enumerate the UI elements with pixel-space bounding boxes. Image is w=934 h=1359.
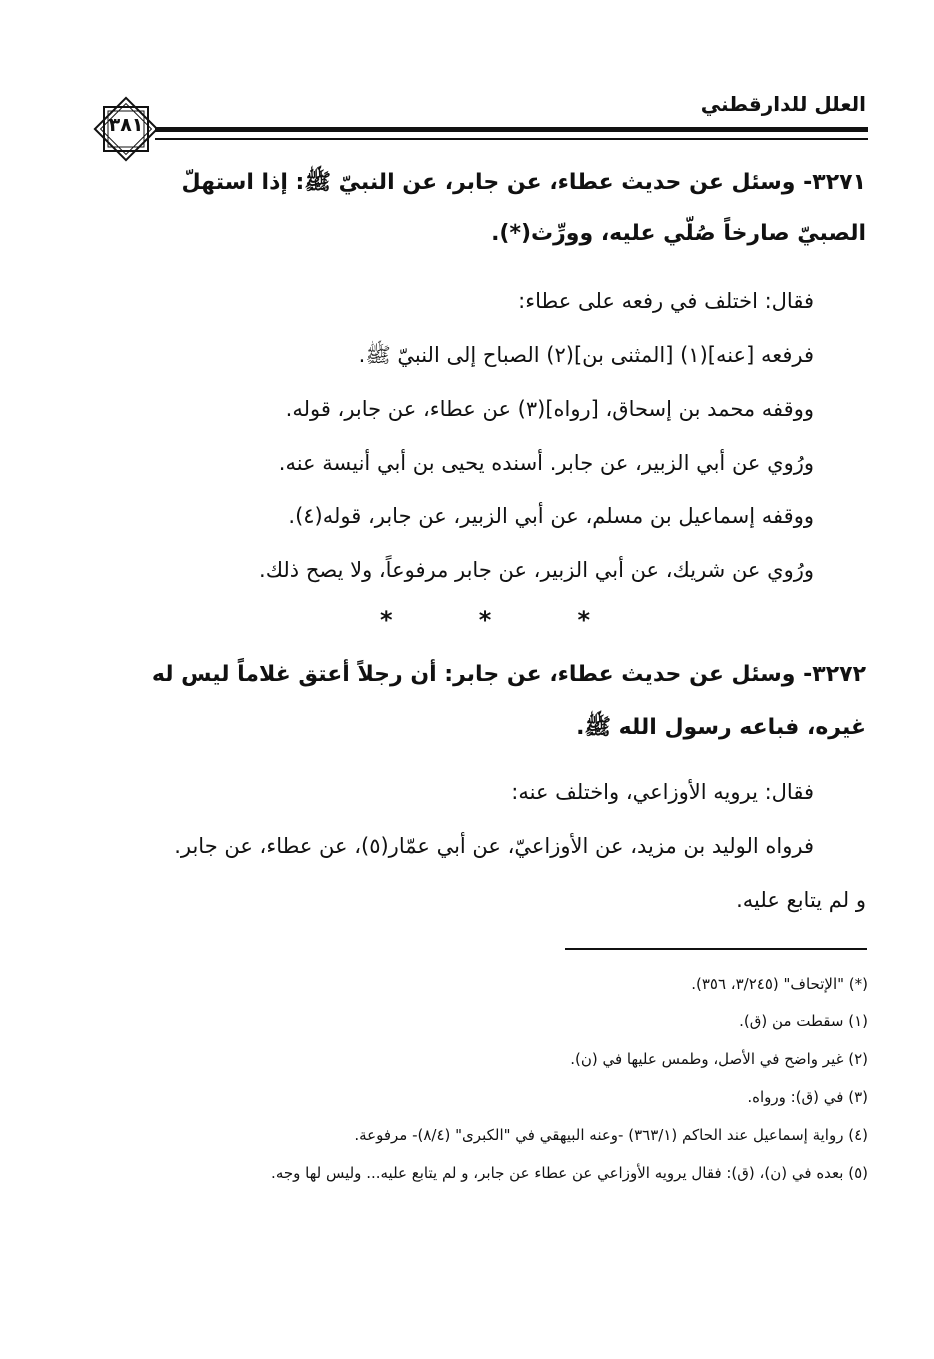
footnote: (*) "الإتحاف" (٣/٢٤٥، ٣٥٦). bbox=[691, 975, 868, 993]
footnote: (٢) غير واضح في الأصل، وطمس عليها في (ن). bbox=[570, 1050, 868, 1068]
footnote: (١) سقطت من (ق). bbox=[739, 1012, 868, 1030]
running-header-title: العلل للدارقطني bbox=[700, 92, 866, 116]
body-line: فرفعه [عنه](١) [المثنى بن](٢) الصباح إلى النبيّ ﷺ. bbox=[358, 343, 814, 367]
body-line: فقال: اختلف في رفعه على عطاء: bbox=[518, 289, 814, 313]
footnote-rule bbox=[565, 948, 867, 950]
page-number: ٣٨١ bbox=[108, 114, 144, 136]
body-line: ووقفه إسماعيل بن مسلم، عن أبي الزبير، عن جابر، قوله(٤). bbox=[288, 504, 814, 528]
header-rule-thin bbox=[155, 138, 868, 140]
body-line: ووقفه محمد بن إسحاق، [رواه](٣) عن عطاء، عن جابر، قوله. bbox=[285, 397, 814, 421]
page-number-badge bbox=[85, 88, 167, 170]
body-line: ورُوي عن شريك، عن أبي الزبير، عن جابر مرفوعاً، ولا يصح ذلك. bbox=[259, 558, 814, 582]
footnote: (٤) رواية إسماعيل عند الحاكم (٣٦٣/١) -وعنه البيهقي في "الكبرى" (٨/٤)- مرفوعة. bbox=[354, 1126, 868, 1144]
body-line: ورُوي عن أبي الزبير، عن جابر. أسنده يحيى بن أبي أنيسة عنه. bbox=[278, 451, 814, 475]
separator-star: * bbox=[478, 606, 492, 634]
header-rule bbox=[155, 127, 868, 132]
separator-star: * bbox=[380, 606, 393, 634]
entry-heading-line: الصبيّ صارخاً صُلّي عليه، وورِّث(*). bbox=[491, 221, 866, 246]
body-line: و لم يتابع عليه. bbox=[736, 888, 866, 912]
separator-star: * bbox=[577, 606, 590, 634]
body-line: فرواه الوليد بن مزيد، عن الأوزاعيّ، عن أبي عمّار(٥)، عن عطاء، عن جابر. bbox=[174, 834, 814, 858]
entry-heading-line: غيره، فباعه رسول الله ﷺ. bbox=[576, 715, 866, 740]
footnote: (٥) بعده في (ن)، (ق): فقال يرويه الأوزاعي عن عطاء عن جابر، و لم يتابع عليه... وليس لها وجه. bbox=[271, 1164, 868, 1182]
entry-heading-line: ٣٢٧١- وسئل عن حديث عطاء، عن جابر، عن النبيّ ﷺ: إذا استهلّ bbox=[181, 170, 866, 195]
section-separator bbox=[380, 606, 590, 634]
body-line: فقال: يرويه الأوزاعي، واختلف عنه: bbox=[511, 780, 814, 804]
footnote: (٣) في (ق): ورواه. bbox=[747, 1088, 868, 1106]
entry-heading-line: ٣٢٧٢- وسئل عن حديث عطاء، عن جابر: أن رجلاً أعتق غلاماً ليس له bbox=[151, 662, 866, 687]
